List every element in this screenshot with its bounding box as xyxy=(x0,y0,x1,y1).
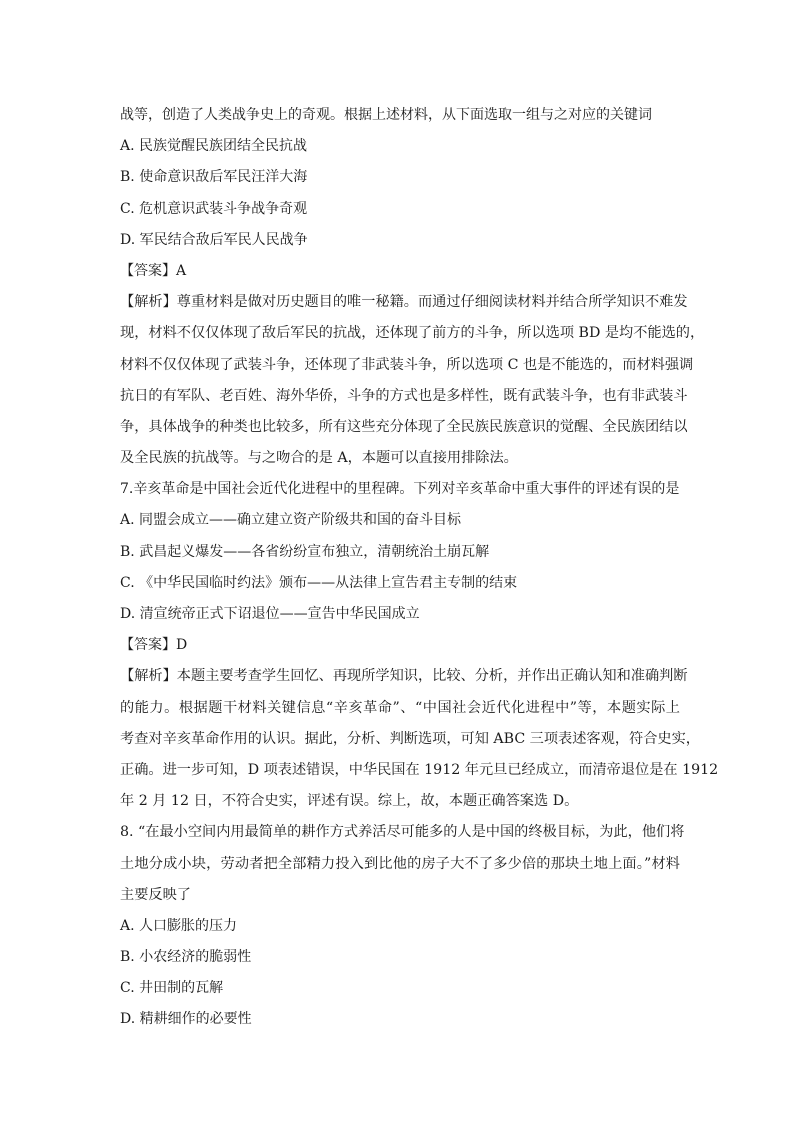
q6-analysis-line: 材料不仅仅体现了武装斗争，还体现了非武装斗争，所以选项 C 也是不能选的，而材料强调 xyxy=(120,356,694,373)
q7-option-a: A. 同盟会成立——确立建立资产阶级共和国的奋斗目标 xyxy=(120,512,462,529)
q8-stem-line: 土地分成小块，劳动者把全部精力投入到比他的房子大不了多少倍的那块土地上面。”材料 xyxy=(120,855,680,872)
q8-option-d: D. 精耕细作的必要性 xyxy=(120,1011,252,1028)
q6-analysis-line: 现，材料不仅仅体现了敌后军民的抗战，还体现了前方的斗争，所以选项 BD 是均不能选的， xyxy=(120,325,705,342)
q7-analysis-line: 【解析】本题主要考查学生回忆、再现所学知识，比较、分析，并作出正确认知和准确判断 xyxy=(120,668,688,685)
q8-option-c: C. 井田制的瓦解 xyxy=(120,980,224,997)
q6-analysis-line: 及全民族的抗战等。与之吻合的是 A，本题可以直接用排除法。 xyxy=(120,450,518,467)
q6-option-c: C. 危机意识武装斗争战争奇观 xyxy=(120,200,308,217)
document-page xyxy=(120,100,719,1036)
q6-stem-tail: 战等，创造了人类战争史上的奇观。根据上述材料，从下面选取一组与之对应的关键词 xyxy=(120,107,652,123)
q7-option-d: D. 清宣统帝正式下诏退位——宣告中华民国成立 xyxy=(120,606,420,622)
q7-analysis-line: 考查对辛亥革命作用的认识。据此，分析、判断选项，可知 ABC 三项表述客观，符合史实， xyxy=(120,730,700,747)
q7-option-b: B. 武昌起义爆发——各省纷纷宣布独立，清朝统治土崩瓦解 xyxy=(120,543,490,560)
q6-option-b: B. 使命意识敌后军民汪洋大海 xyxy=(120,169,308,186)
q8-stem-line: 主要反映了 xyxy=(120,886,191,903)
q7-analysis-line: 年 2 月 12 日，不符合史实，评述有误。综上，故，本题正确答案选 D。 xyxy=(120,793,579,810)
q6-option-a: A. 民族觉醒民族团结全民抗战 xyxy=(120,138,308,155)
q7-analysis-line: 的能力。根据题干材料关键信息“辛亥革命”、“中国社会近代化进程中”等，本题实际上 xyxy=(120,699,680,716)
q7-analysis-line: 正确。进一步可知，D 项表述错误，中华民国在 1912 年元旦已经成立，而清帝退位是在 1912 xyxy=(120,761,719,778)
q7-stem: 7.辛亥革命是中国社会近代化进程中的里程碑。下列对辛亥革命中重大事件的评述有误的是 xyxy=(120,481,680,498)
q8-option-b: B. 小农经济的脆弱性 xyxy=(120,949,252,966)
q7-answer: 【答案】D xyxy=(120,637,188,654)
q6-analysis-line: 争，具体战争的种类也比较多，所有这些充分体现了全民族民族意识的觉醒、全民族团结以 xyxy=(120,418,688,435)
q6-option-d: D. 军民结合敌后军民人民战争 xyxy=(120,231,308,248)
q6-analysis-line: 抗日的有军队、老百姓、海外华侨，斗争的方式也是多样性，既有武装斗争，也有非武装斗 xyxy=(120,387,688,404)
q6-answer: 【答案】A xyxy=(120,262,187,279)
q8-option-a: A. 人口膨胀的压力 xyxy=(120,917,238,934)
q8-stem-line: 8. “在最小空间内用最简单的耕作方式养活尽可能多的人是中国的终极目标，为此，他们将 xyxy=(120,824,685,841)
q7-option-c: C. 《中华民国临时约法》颁布——从法律上宣告君主专制的结束 xyxy=(120,574,518,591)
q6-analysis-line: 【解析】尊重材料是做对历史题目的唯一秘籍。而通过仔细阅读材料并结合所学知识不难发 xyxy=(120,294,688,311)
